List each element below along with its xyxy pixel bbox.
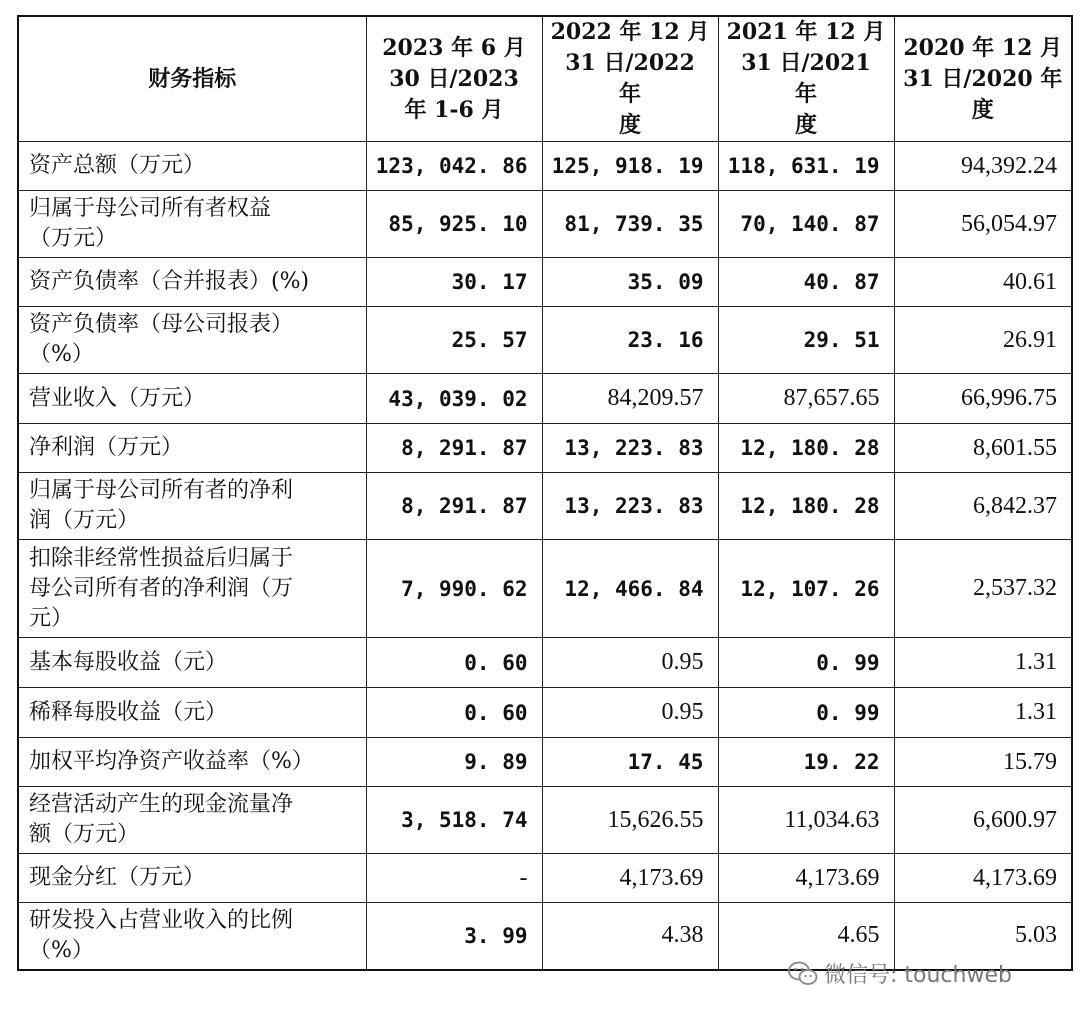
label-line: （万元） (29, 226, 118, 251)
table-row (18, 424, 1072, 473)
value-2023h1: 7, 990. 62 (366, 540, 542, 638)
label-line: 营业收入（万元） (29, 385, 206, 411)
value-2021: 118, 631. 19 (718, 142, 894, 191)
header-line: 2022 年 12 月 (550, 19, 710, 45)
label-line: 资产总额（万元） (29, 153, 206, 178)
header-2021 (718, 16, 894, 142)
row-label (18, 258, 366, 307)
value-2023h1: 8, 291. 87 (366, 473, 542, 540)
value-2023h1: - (366, 854, 542, 903)
value-2022: 17. 45 (542, 738, 718, 787)
value-2020: 40.61 (894, 258, 1072, 307)
label-line: 现金分红（万元） (29, 865, 206, 890)
label-line: 母公司所有者的净利润（万 (29, 575, 294, 601)
header-line: 度 (971, 96, 994, 123)
label-line: 归属于母公司所有者的净利 (29, 478, 294, 503)
label-line: 润（万元） (29, 508, 140, 533)
value-2023h1: 3, 518. 74 (366, 787, 542, 854)
header-line: 度 (618, 112, 641, 138)
table-row (18, 854, 1072, 903)
row-label (18, 787, 366, 854)
label-line: 净利润（万元） (29, 435, 184, 460)
table-row (18, 473, 1072, 540)
value-2022: 13, 223. 83 (542, 473, 718, 540)
header-line: 30 日/2023 (389, 65, 519, 92)
label-line: 资产负债率（母公司报表） (29, 312, 294, 337)
row-label (18, 191, 366, 258)
row-label (18, 142, 366, 191)
value-2023h1: 43, 039. 02 (366, 374, 542, 424)
header-2022 (542, 16, 718, 142)
header-indicator (18, 16, 366, 142)
header-line: 2020 年 12 月 (903, 34, 1063, 61)
header-line: 2023 年 6 月 (382, 34, 526, 61)
row-label (18, 903, 366, 970)
header-line: 2021 年 12 月 (726, 19, 886, 45)
table-row (18, 738, 1072, 787)
value-2023h1: 3. 99 (366, 903, 542, 970)
row-label (18, 307, 366, 374)
value-2020: 15.79 (894, 738, 1072, 787)
value-2022: 35. 09 (542, 258, 718, 307)
value-2021: 12, 180. 28 (718, 424, 894, 473)
value-2022: 0.95 (542, 638, 718, 688)
value-2023h1: 8, 291. 87 (366, 424, 542, 473)
value-2021: 12, 180. 28 (718, 473, 894, 540)
value-2021: 4,173.69 (718, 854, 894, 903)
value-2023h1: 9. 89 (366, 738, 542, 787)
table-row (18, 688, 1072, 738)
table-row (18, 191, 1072, 258)
row-label (18, 638, 366, 688)
label-line: 基本每股收益（元） (29, 649, 228, 675)
value-2021: 87,657.65 (718, 374, 894, 424)
wechat-icon (788, 961, 818, 987)
value-2023h1: 0. 60 (366, 638, 542, 688)
row-label (18, 688, 366, 738)
value-2022: 4.38 (542, 903, 718, 970)
value-2020: 1.31 (894, 638, 1072, 688)
header-line: 度 (794, 112, 817, 138)
header-line: 31 日/2020 年 (903, 65, 1063, 92)
value-2020: 8,601.55 (894, 424, 1072, 473)
financial-indicators-table (17, 15, 1073, 971)
value-2023h1: 30. 17 (366, 258, 542, 307)
value-2023h1: 85, 925. 10 (366, 191, 542, 258)
value-2021: 11,034.63 (718, 787, 894, 854)
watermark-text: 微信号: touchweb (824, 963, 1012, 988)
label-line: 稀释每股收益（元） (29, 699, 228, 725)
row-label (18, 374, 366, 424)
value-2020: 5.03 (894, 903, 1072, 970)
value-2020: 4,173.69 (894, 854, 1072, 903)
value-2022: 0.95 (542, 688, 718, 738)
table-row (18, 142, 1072, 191)
label-line: 元） (29, 605, 74, 631)
table-row (18, 307, 1072, 374)
value-2021: 40. 87 (718, 258, 894, 307)
header-line: 31 日/2022 年 (565, 50, 695, 107)
value-2022: 125, 918. 19 (542, 142, 718, 191)
value-2021: 19. 22 (718, 738, 894, 787)
header-2023h1 (366, 16, 542, 142)
value-2022: 12, 466. 84 (542, 540, 718, 638)
table-row (18, 540, 1072, 638)
label-line: 经营活动产生的现金流量净 (29, 792, 294, 817)
value-2020: 56,054.97 (894, 191, 1072, 258)
watermark (788, 958, 1012, 989)
value-2022: 81, 739. 35 (542, 191, 718, 258)
label-line: （%） (29, 342, 94, 367)
value-2022: 84,209.57 (542, 374, 718, 424)
row-label (18, 854, 366, 903)
value-2020: 6,600.97 (894, 787, 1072, 854)
label-line: 研发投入占营业收入的比例 (29, 907, 294, 933)
label-line: 加权平均净资产收益率（%） (29, 749, 314, 774)
header-row (18, 16, 1072, 142)
value-2021: 0. 99 (718, 688, 894, 738)
value-2022: 15,626.55 (542, 787, 718, 854)
value-2020: 26.91 (894, 307, 1072, 374)
value-2023h1: 0. 60 (366, 688, 542, 738)
table-row (18, 787, 1072, 854)
label-line: 扣除非经常性损益后归属于 (29, 545, 294, 571)
header-line: 年 1-6 月 (404, 96, 504, 123)
value-2023h1: 123, 042. 86 (366, 142, 542, 191)
label-line: 资产负债率（合并报表）(%) (29, 269, 310, 294)
row-label (18, 738, 366, 787)
value-2022: 13, 223. 83 (542, 424, 718, 473)
value-2020: 1.31 (894, 688, 1072, 738)
value-2022: 4,173.69 (542, 854, 718, 903)
value-2023h1: 25. 57 (366, 307, 542, 374)
row-label (18, 424, 366, 473)
value-2020: 66,996.75 (894, 374, 1072, 424)
value-2020: 2,537.32 (894, 540, 1072, 638)
value-2021: 0. 99 (718, 638, 894, 688)
row-label (18, 540, 366, 638)
header-2020 (894, 16, 1072, 142)
header-line: 31 日/2021 年 (741, 50, 871, 107)
table-row (18, 258, 1072, 307)
value-2021: 29. 51 (718, 307, 894, 374)
value-2020: 94,392.24 (894, 142, 1072, 191)
value-2020: 6,842.37 (894, 473, 1072, 540)
value-2021: 4.65 (718, 903, 894, 970)
value-2022: 23. 16 (542, 307, 718, 374)
label-line: （%） (29, 937, 94, 963)
table-row (18, 374, 1072, 424)
header-line: 财务指标 (148, 65, 237, 92)
value-2021: 12, 107. 26 (718, 540, 894, 638)
label-line: 额（万元） (29, 822, 140, 847)
table-row (18, 638, 1072, 688)
row-label (18, 473, 366, 540)
value-2021: 70, 140. 87 (718, 191, 894, 258)
label-line: 归属于母公司所有者权益 (29, 196, 272, 221)
